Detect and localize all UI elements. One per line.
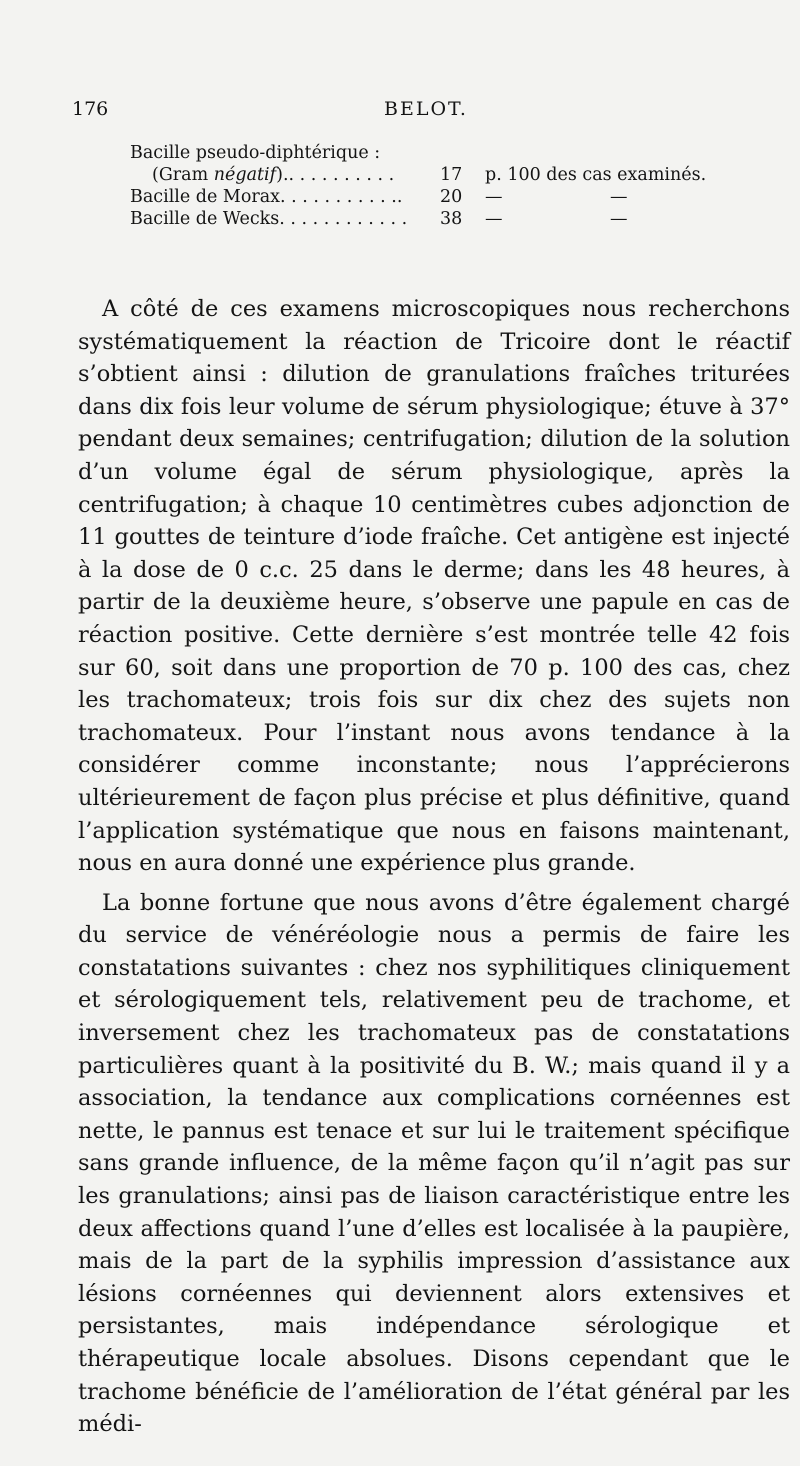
stat-row	[130, 142, 770, 164]
stat-unit: p. 100 des cas examinés.	[485, 165, 707, 185]
stat-row	[130, 164, 770, 186]
stat-value: 20	[440, 187, 463, 207]
page-header	[72, 98, 760, 128]
running-head: BELOT.	[384, 98, 468, 120]
bacteria-stats-list	[130, 142, 770, 230]
page-number: 176	[72, 98, 109, 120]
stat-label: Bacille de Morax. . . . . . . . . . ..	[130, 187, 403, 207]
ditto-dash: —	[485, 209, 503, 229]
stat-row	[130, 208, 770, 230]
stat-value: 17	[440, 165, 463, 185]
stat-label: Bacille pseudo-diphtérique :	[130, 143, 381, 163]
paragraph: La bonne fortune que nous avons d’être également chargé du service de vénéréologie nous a permis de faire les constatations suivantes : chez nos syphilitiques cliniquement et sérologiquement tels, relativement peu de trachome, et inversement chez les trachomateux pas de constatations particulières quant à la positivité du B. W.; mais quand il y a association, la tendance aux complications cornéennes est nette, le pannus est tenace et sur lui le traitement spécifique sans grande influence, de la même façon qu’il n’agit pas sur les granulations; ainsi pas de liaison caractéristique entre les deux affections quand l’une d’elles est localisée à la paupière, mais de la part de la syphilis impression d’assistance aux lésions cornéennes qui deviennent alors extensives et persistantes, mais indépendance sérologique et thérapeutique locale absolues. Disons cependant que le trachome bénéficie de l’amélioration de l’état général par les médi-	[78, 889, 790, 1438]
stat-row	[130, 186, 770, 208]
paragraph: A côté de ces examens microscopiques nous recherchons systématiquement la réaction de Tricoire dont le réactif s’obtient ainsi : dilution de granulations fraîches triturées dans dix fois leur volume de sérum physiologique; étuve à 37° pendant deux semaines; centrifugation; dilution de la solution d’un volume égal de sérum physiologique, après la centrifugation; à chaque 10 centimètres cubes adjonction de 11 gouttes de teinture d’iode fraîche. Cet antigène est injecté à la dose de 0 c.c. 25 dans le derme; dans les 48 heures, à partir de la deuxième heure, s’observe une papule en cas de réaction positive. Cette dernière s’est montrée telle 42 fois sur 60, soit dans une proportion de 70 p. 100 des cas, chez les trachomateux; trois fois sur dix chez des sujets non trachomateux. Pour l’instant nous avons tendance à la considérer comme inconstante; nous l’apprécierons ultérieurement de façon plus précise et plus définitive, quand l’application systématique que nous en faisons maintenant, nous en aura donné une expérience plus grande.	[78, 296, 790, 877]
ditto-dash: —	[485, 187, 503, 207]
ditto-dash: —	[610, 209, 628, 229]
body-text	[78, 293, 790, 1441]
stat-value: 38	[440, 209, 463, 229]
stat-label: Bacille de Wecks. . . . . . . . . . . .	[130, 209, 408, 229]
ditto-dash: —	[610, 187, 628, 207]
stat-label: (Gram négatif).. . . . . . . . . .	[152, 165, 395, 185]
